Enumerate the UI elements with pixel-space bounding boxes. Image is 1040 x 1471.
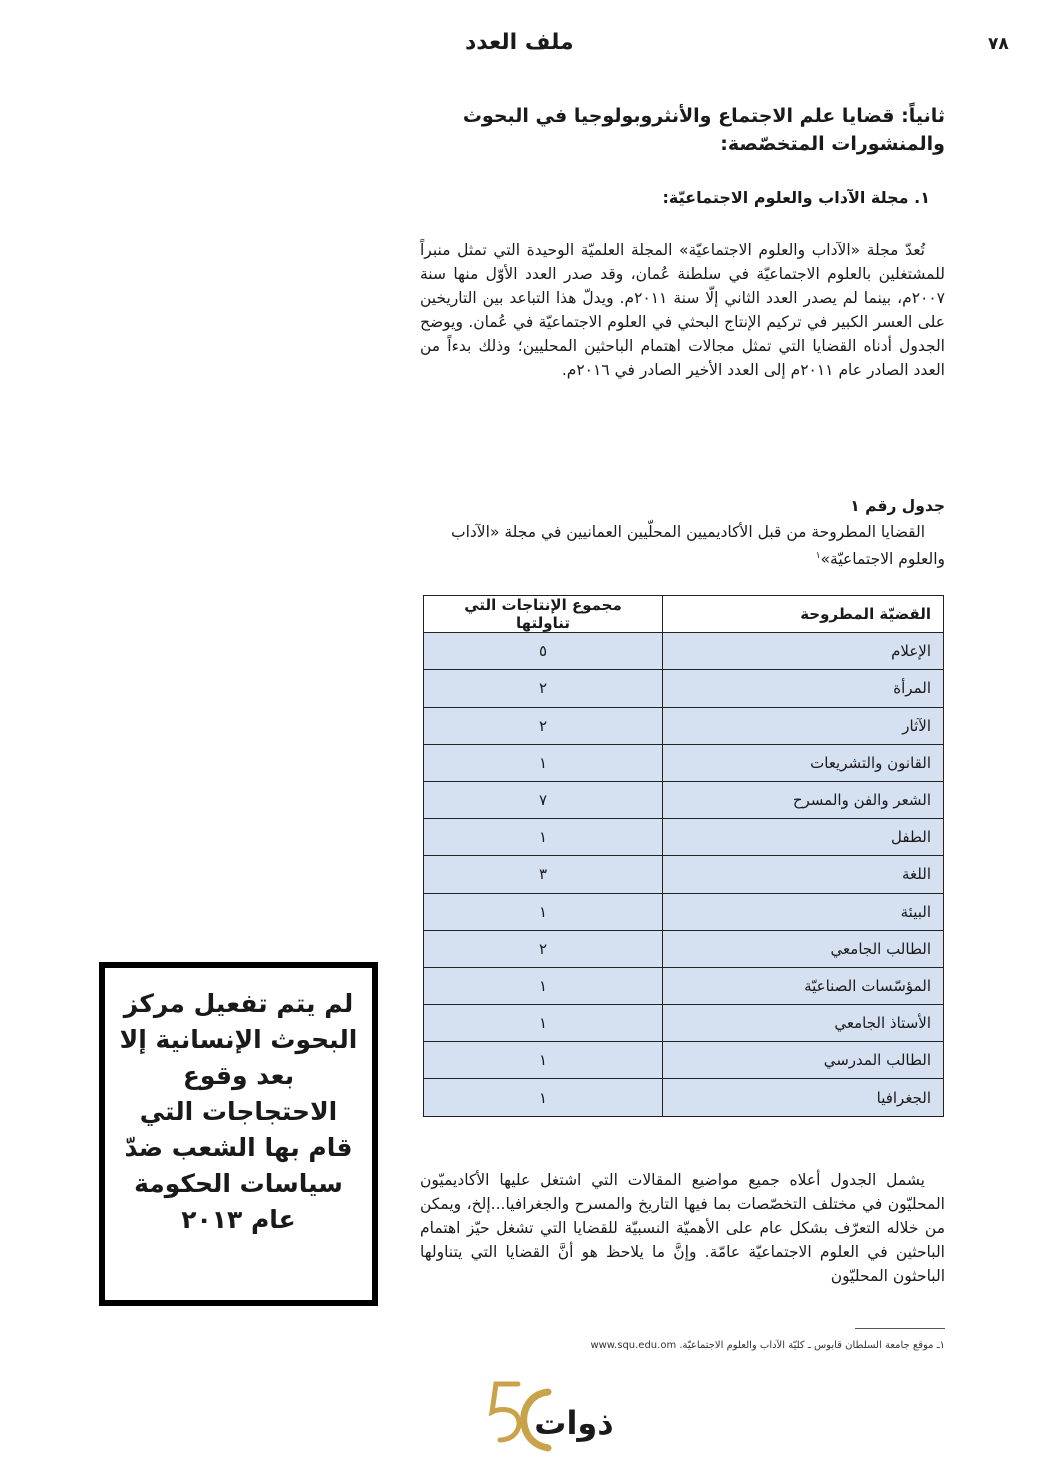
subsection-title: ١. مجلة الآداب والعلوم الاجتماعيّة: <box>662 188 930 207</box>
header-count: مجموع الإنتاجات التي تناولتها <box>424 596 663 633</box>
topic-cell: الآثار <box>663 707 944 744</box>
count-cell: ١ <box>424 1042 663 1079</box>
table-caption <box>420 520 945 571</box>
section-title: ثانياً: قضايا علم الاجتماع والأنثروبولوجيا في البحوث والمنشورات المتخصّصة: <box>462 105 945 155</box>
table-body <box>424 633 944 1116</box>
count-cell: ١ <box>424 967 663 1004</box>
body-paragraph-2: يشمل الجدول أعلاه جميع مواضيع المقالات التي اشتغل عليها الأكاديميّون المحليّون في مختلف التخصّصات بما فيها التاريخ والمسرح والجغرافيا...إلخ، ويمكن من خلاله التعرّف بشكل عام على الأهميّة النسبيّة للقضايا التي تشغل حيّز اهتمام الباحثين في العلوم الاجتماعيّة عامّة. وإنَّ ما يلاحظ هو أنَّ القضايا التي يتناولها الباحثون المحليّون <box>420 1171 945 1285</box>
table-row <box>424 707 944 744</box>
topic-cell: المرأة <box>663 670 944 707</box>
table-row <box>424 781 944 818</box>
table-row <box>424 967 944 1004</box>
table-row <box>424 930 944 967</box>
table-label: جدول رقم ١ <box>850 497 945 515</box>
count-cell: ٢ <box>424 707 663 744</box>
table-row <box>424 856 944 893</box>
topic-cell: القانون والتشريعات <box>663 744 944 781</box>
count-cell: ٣ <box>424 856 663 893</box>
topic-cell: اللغة <box>663 856 944 893</box>
topic-cell: الشعر والفن والمسرح <box>663 781 944 818</box>
table-caption-text: القضايا المطروحة من قبل الأكاديميين المحلّيين العمانيين في مجلة «الآداب والعلوم الاجتماعيّة» <box>451 523 945 569</box>
page-number: ٧٨ <box>988 34 1009 54</box>
footnote-divider <box>855 1328 945 1329</box>
count-cell: ١ <box>424 893 663 930</box>
body-paragraph-1: تُعدّ مجلة «الآداب والعلوم الاجتماعيّة» المجلة العلميّة الوحيدة التي تمثل منبراً للمشتغلين بالعلوم الاجتماعيّة في سلطنة عُمان، وقد صدر العدد الأوّل منها سنة ٢٠٠٧م، بينما لم يصدر العدد الثاني إلّا سنة ٢٠١١م. ويدلّ هذا التباعد بين التاريخين على العسر الكبير في تركيم الإنتاج البحثي في العلوم الاجتماعيّة في عُمان. ويوضح الجدول أدناه القضايا التي تمثل مجالات اهتمام الباحثين المحليين؛ وذلك بدءاً من العدد الصادر عام ٢٠١١م إلى العدد الأخير الصادر في ٢٠١٦م. <box>420 241 945 379</box>
count-cell: ١ <box>424 744 663 781</box>
pull-quote-text: لم يتم تفعيل مركز البحوث الإنسانية إلا بعد وقوع الاحتجاجات التي قام بها الشعب ضدّ سياسات الحكومة عام ٢٠١٣ <box>119 989 358 1234</box>
pull-quote-box <box>99 962 378 1306</box>
table-row <box>424 819 944 856</box>
count-cell: ١ <box>424 1005 663 1042</box>
count-cell: ٢ <box>424 930 663 967</box>
table-row <box>424 893 944 930</box>
logo-mark <box>470 1378 615 1453</box>
topic-cell: الطالب المدرسي <box>663 1042 944 1079</box>
table-row <box>424 1079 944 1116</box>
count-cell: ١ <box>424 819 663 856</box>
table-header-row <box>424 596 944 633</box>
topic-cell: الجغرافيا <box>663 1079 944 1116</box>
count-cell: ٢ <box>424 670 663 707</box>
topic-cell: الطالب الجامعي <box>663 930 944 967</box>
topic-cell: الإعلام <box>663 633 944 670</box>
footnote-marker: ١ <box>815 551 821 561</box>
publisher-logo <box>470 1378 615 1453</box>
table-row <box>424 1005 944 1042</box>
table-row <box>424 670 944 707</box>
footnote: ١ـ موقع جامعة السلطان قابوس ـ كليّة الآداب والعلوم الاجتماعيّة. www.squ.edu.om <box>590 1340 945 1351</box>
count-cell: ٥ <box>424 633 663 670</box>
running-head: ملف العدد <box>465 30 574 55</box>
topic-cell: الطفل <box>663 819 944 856</box>
topic-cell: المؤسّسات الصناعيّة <box>663 967 944 1004</box>
table-row <box>424 1042 944 1079</box>
count-cell: ٧ <box>424 781 663 818</box>
logo-wordmark: ذوات <box>534 1404 614 1442</box>
count-cell: ١ <box>424 1079 663 1116</box>
table-row <box>424 633 944 670</box>
table-row <box>424 744 944 781</box>
topic-cell: الأستاذ الجامعي <box>663 1005 944 1042</box>
header-topic: القضيّة المطروحة <box>663 596 944 633</box>
topics-table <box>423 595 944 1117</box>
topic-cell: البيئة <box>663 893 944 930</box>
